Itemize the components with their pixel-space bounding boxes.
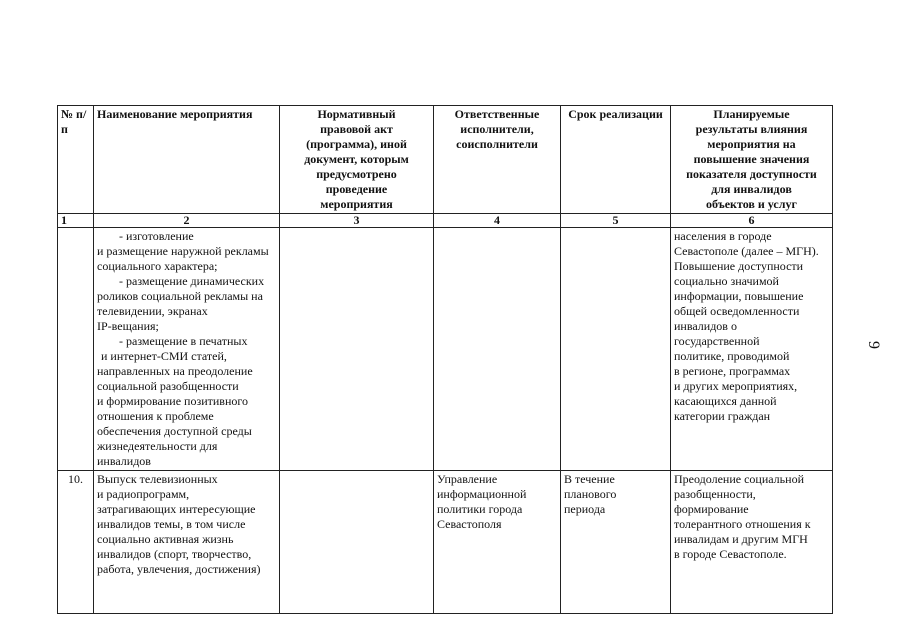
- normative-act: [280, 471, 434, 614]
- measures-table: [57, 105, 833, 614]
- text-line: В течение: [564, 472, 615, 486]
- text-line: (программа), иной: [306, 137, 407, 151]
- header-responsible: [434, 106, 561, 214]
- text-line: инвалидов (спорт, творчество,: [97, 547, 252, 561]
- text-line: - размещение в печатных: [119, 334, 248, 348]
- text-line: объектов и услуг: [706, 197, 797, 211]
- text-line: соисполнители: [456, 137, 538, 151]
- row-number: 10.: [58, 471, 94, 614]
- implementation-term: [561, 471, 671, 614]
- text-line: Ответственные: [454, 107, 540, 121]
- text-line: социально активная жизнь: [97, 532, 234, 546]
- text-line: инвалидам и другим МГН: [674, 532, 808, 546]
- text-line: телевидении, экранах: [97, 304, 208, 318]
- text-line: инвалидов темы, в том числе: [97, 517, 246, 531]
- text-line: жизнедеятельности для: [97, 439, 218, 453]
- text-line: для инвалидов: [711, 182, 792, 196]
- text-line: периода: [564, 502, 606, 516]
- text-line: направленных на преодоление: [97, 364, 253, 378]
- text-line: Севастополя: [437, 517, 502, 531]
- text-line: населения в городе: [674, 229, 772, 243]
- column-number-row: [58, 214, 833, 228]
- text-line: категории граждан: [674, 409, 771, 423]
- text-line: затрагивающих интересующие: [97, 502, 256, 516]
- text-line: результаты влияния: [695, 122, 808, 136]
- text-line: политике, проводимой: [674, 349, 790, 363]
- responsible-executors: [434, 228, 561, 471]
- text-line: информации, повышение: [674, 289, 804, 303]
- column-number: 2: [94, 214, 280, 228]
- header-term: Срок реализации: [561, 106, 671, 214]
- measure-name: [94, 228, 280, 471]
- text-line: в городе Севастополе.: [674, 547, 787, 561]
- text-line: исполнители,: [460, 122, 534, 136]
- header-act: [280, 106, 434, 214]
- text-line: социального характера;: [97, 259, 218, 273]
- row-number: [58, 228, 94, 471]
- text-line: мероприятия на: [707, 137, 796, 151]
- text-line: отношения к проблеме: [97, 409, 214, 423]
- text-line: политики города: [437, 502, 523, 516]
- text-line: Выпуск телевизионных: [97, 472, 218, 486]
- text-line: обеспечения доступной среды: [97, 424, 252, 438]
- text-line: разобщенности,: [674, 487, 756, 501]
- planned-result: [671, 471, 833, 614]
- implementation-term: [561, 228, 671, 471]
- text-line: Управление: [437, 472, 498, 486]
- column-number: 5: [561, 214, 671, 228]
- text-line: проведение: [325, 182, 388, 196]
- text-line: формирование: [674, 502, 749, 516]
- text-line: государственной: [674, 334, 760, 348]
- text-line: документ, которым: [304, 152, 409, 166]
- text-line: Повышение доступности: [674, 259, 804, 273]
- column-number: 6: [671, 214, 833, 228]
- column-number: 1: [58, 214, 94, 228]
- column-number: 3: [280, 214, 434, 228]
- text-line: Севастополе (далее – МГН).: [674, 244, 819, 258]
- text-line: толерантного отношения к: [674, 517, 811, 531]
- text-line: в регионе, программах: [674, 364, 791, 378]
- header-num: № п/п: [58, 106, 94, 214]
- text-line: мероприятия: [320, 197, 393, 211]
- text-line: - изготовление: [119, 229, 194, 243]
- text-line: - размещение динамических: [119, 274, 265, 288]
- text-line: правовой акт: [320, 122, 393, 136]
- text-line: и интернет-СМИ статей,: [101, 349, 227, 363]
- planned-result: [671, 228, 833, 471]
- text-line: и радиопрограмм,: [97, 487, 190, 501]
- page-number: 9: [865, 341, 882, 349]
- text-line: и формирование позитивного: [97, 394, 248, 408]
- text-line: касающихся данной: [674, 394, 777, 408]
- table-header-row: [58, 106, 833, 214]
- text-line: планового: [564, 487, 617, 501]
- text-line: инвалидов о: [674, 319, 737, 333]
- text-line: предусмотрено: [316, 167, 397, 181]
- table-row: [58, 228, 833, 471]
- text-line: Преодоление социальной: [674, 472, 804, 486]
- text-line: социально значимой: [674, 274, 779, 288]
- responsible-executors: [434, 471, 561, 614]
- text-line: роликов социальной рекламы на: [97, 289, 263, 303]
- text-line: информационной: [437, 487, 527, 501]
- text-line: показателя доступности: [686, 167, 817, 181]
- text-line: и других мероприятиях,: [674, 379, 798, 393]
- text-line: IP-вещания;: [97, 319, 159, 333]
- measure-name: [94, 471, 280, 614]
- normative-act: [280, 228, 434, 471]
- header-result: [671, 106, 833, 214]
- header-name: Наименование мероприятия: [94, 106, 280, 214]
- text-line: работа, увлечения, достижения): [97, 562, 261, 576]
- text-line: Планируемые: [713, 107, 790, 121]
- text-line: Нормативный: [317, 107, 396, 121]
- text-line: и размещение наружной рекламы: [97, 244, 269, 258]
- text-line: повышение значения: [693, 152, 810, 166]
- table-row: [58, 471, 833, 614]
- text-line: социальной разобщенности: [97, 379, 239, 393]
- column-number: 4: [434, 214, 561, 228]
- text-line: инвалидов: [97, 454, 151, 468]
- text-line: общей осведомленности: [674, 304, 800, 318]
